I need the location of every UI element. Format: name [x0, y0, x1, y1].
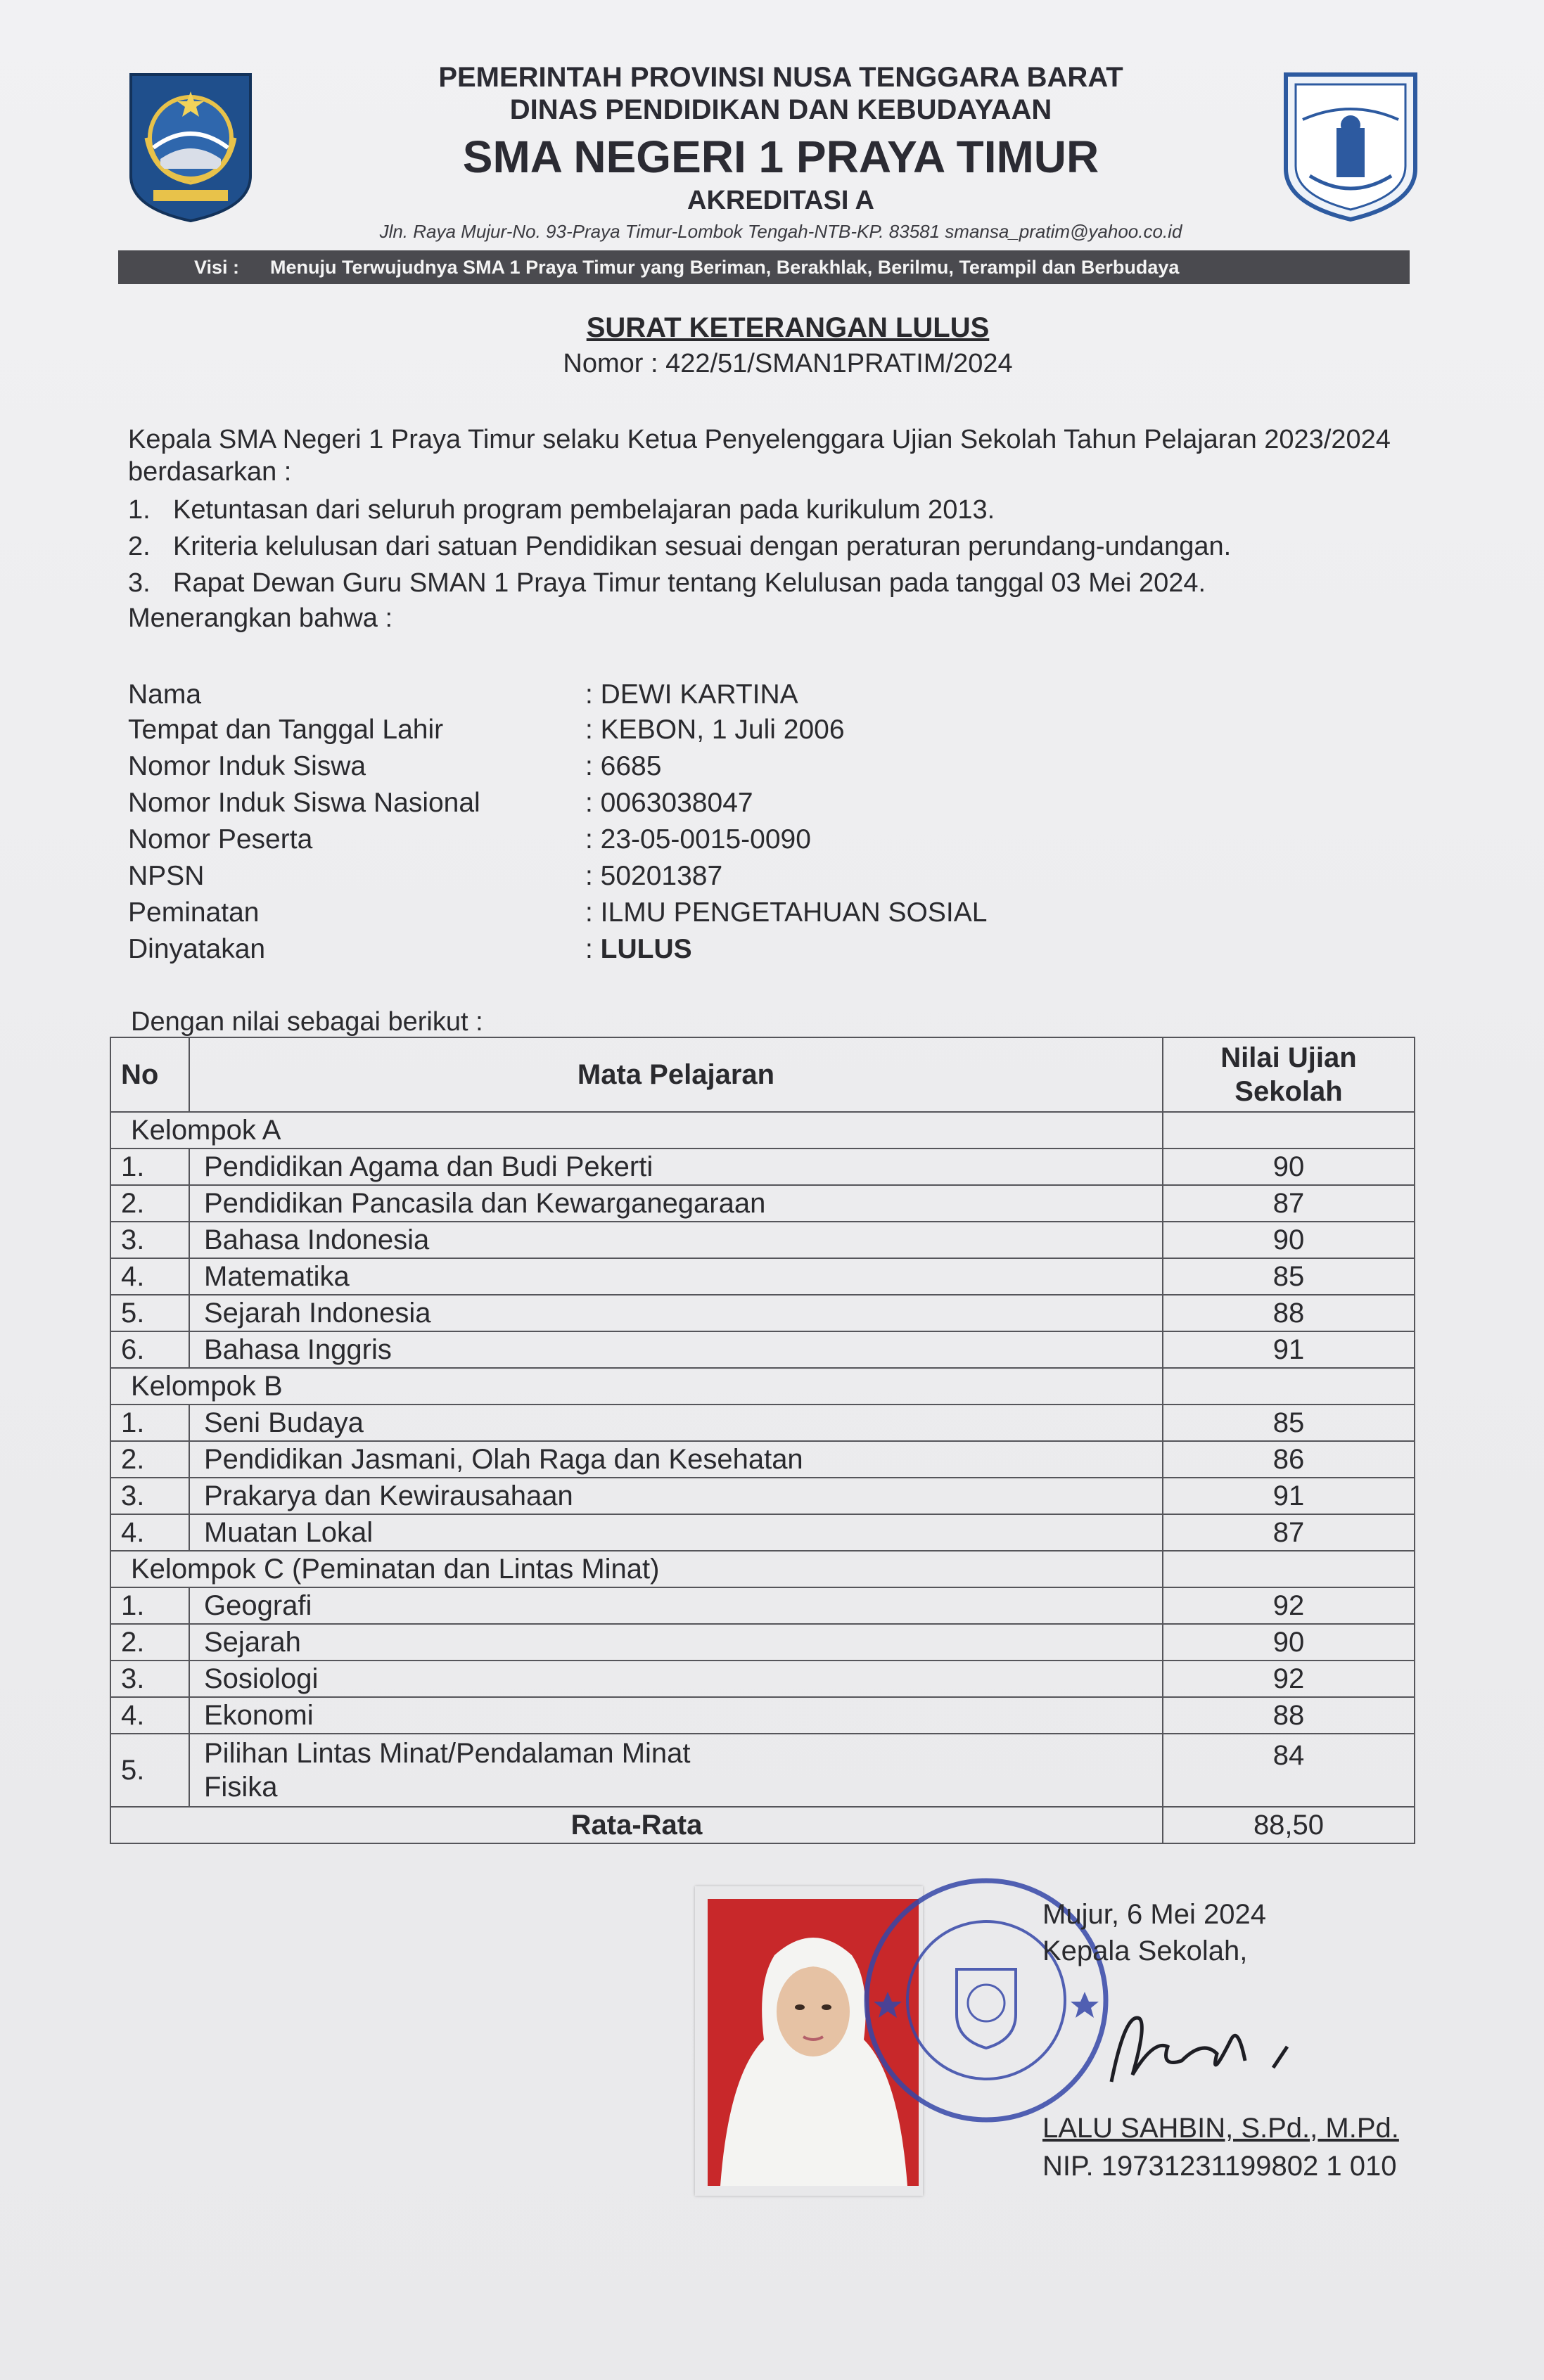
document-title: SURAT KETERANGAN LULUS: [586, 312, 990, 343]
basis-item: [128, 532, 1231, 562]
field-value: : 23-05-0015-0090: [585, 824, 811, 855]
basis-text: Ketuntasan dari seluruh program pembelajaran pada kurikulum 2013.: [173, 495, 995, 525]
field-value: : 50201387: [585, 861, 723, 891]
basis-number: 1.: [128, 495, 151, 525]
row-score: 91: [1163, 1478, 1415, 1514]
average-row: [110, 1807, 1415, 1843]
vision-label: Visi :: [194, 256, 240, 278]
vision-banner: [118, 250, 1410, 284]
student-nisn-row: [128, 788, 1465, 823]
header-government: PEMERINTAH PROVINSI NUSA TENGGARA BARAT: [438, 62, 1123, 93]
table-row: [110, 1295, 1415, 1331]
table-row: [110, 1624, 1415, 1661]
header-score: [1163, 1037, 1415, 1112]
row-score: 84: [1163, 1734, 1415, 1807]
basis-item: [128, 495, 995, 525]
row-score: 86: [1163, 1441, 1415, 1478]
table-row: [110, 1478, 1415, 1514]
row-subject: Sosiologi: [189, 1661, 1163, 1697]
row-no: 2.: [110, 1441, 189, 1478]
row-score: 85: [1163, 1405, 1415, 1441]
row-subject: Bahasa Indonesia: [189, 1222, 1163, 1258]
table-row: [110, 1222, 1415, 1258]
header-address: Jln. Raya Mujur-No. 93-Praya Timur-Lombok Tengah-NTB-KP. 83581 smansa_pratim@yahoo.co.id: [379, 221, 1182, 242]
header-score-line2: Sekolah: [1234, 1076, 1343, 1107]
field-value: : 6685: [585, 751, 662, 781]
province-emblem-logo: [125, 70, 256, 225]
header-no: No: [110, 1037, 189, 1112]
row-subject: Pendidikan Pancasila dan Kewarganegaraan: [189, 1185, 1163, 1222]
group-score-cell: [1163, 1112, 1415, 1149]
row-score: 87: [1163, 1185, 1415, 1222]
row-score: 90: [1163, 1149, 1415, 1185]
row-subject-line2: Fisika: [204, 1772, 278, 1803]
statement-text: Menerangkan bahwa :: [128, 603, 393, 633]
group-score-cell: [1163, 1551, 1415, 1587]
field-value: : ILMU PENGETAHUAN SOSIAL: [585, 897, 988, 928]
table-header-row: [110, 1037, 1415, 1112]
graduation-status: LULUS: [600, 934, 692, 964]
row-subject: Sejarah Indonesia: [189, 1295, 1163, 1331]
row-no: 4.: [110, 1258, 189, 1295]
header-subject: Mata Pelajaran: [189, 1037, 1163, 1112]
student-birth-row: [128, 715, 1465, 750]
row-subject: Pendidikan Jasmani, Olah Raga dan Kesehatan: [189, 1441, 1163, 1478]
field-label: Tempat dan Tanggal Lahir: [128, 715, 444, 745]
row-subject: Prakarya dan Kewirausahaan: [189, 1478, 1163, 1514]
header-accreditation: AKREDITASI A: [687, 186, 874, 215]
average-value: 88,50: [1163, 1807, 1415, 1843]
row-score: 91: [1163, 1331, 1415, 1368]
handwritten-signature: [1097, 1997, 1308, 2103]
row-score: 88: [1163, 1697, 1415, 1734]
row-score: 92: [1163, 1661, 1415, 1697]
group-name: Kelompok B: [110, 1368, 1163, 1405]
row-score: 90: [1163, 1624, 1415, 1661]
school-emblem-logo: [1282, 70, 1419, 224]
table-row: [110, 1587, 1415, 1624]
signature-place-date: Mujur, 6 Mei 2024: [1042, 1899, 1266, 1930]
table-row: [110, 1514, 1415, 1551]
basis-number: 3.: [128, 568, 151, 598]
group-score-cell: [1163, 1368, 1415, 1405]
table-row: [110, 1185, 1415, 1222]
row-subject: Matematika: [189, 1258, 1163, 1295]
row-no: 6.: [110, 1331, 189, 1368]
field-value: : KEBON, 1 Juli 2006: [585, 715, 845, 745]
group-name: Kelompok C (Peminatan dan Lintas Minat): [110, 1551, 1163, 1587]
field-label: Nama: [128, 679, 202, 710]
row-no: 1.: [110, 1405, 189, 1441]
field-value: : 0063038047: [585, 788, 753, 818]
row-subject: Geografi: [189, 1587, 1163, 1624]
row-no: 4.: [110, 1697, 189, 1734]
table-row: [110, 1405, 1415, 1441]
grades-table-wrapper: [110, 1037, 1415, 1844]
field-value: [585, 934, 692, 965]
student-major-row: [128, 897, 1465, 933]
field-label: Nomor Peserta: [128, 824, 313, 855]
header-department: DINAS PENDIDIKAN DAN KEBUDAYAAN: [509, 94, 1052, 125]
row-score: 92: [1163, 1587, 1415, 1624]
table-row: [110, 1331, 1415, 1368]
row-no: 3.: [110, 1222, 189, 1258]
group-row: [110, 1112, 1415, 1149]
field-label: Nomor Induk Siswa Nasional: [128, 788, 480, 818]
group-row: [110, 1551, 1415, 1587]
table-row: [110, 1734, 1415, 1807]
table-row: [110, 1149, 1415, 1185]
row-subject-line1: Pilihan Lintas Minat/Pendalaman Minat: [204, 1738, 691, 1769]
table-row: [110, 1697, 1415, 1734]
graduation-status-row: [128, 934, 1465, 969]
row-no: 2.: [110, 1185, 189, 1222]
intro-paragraph: Kepala SMA Negeri 1 Praya Timur selaku Ketua Penyelenggara Ujian Sekolah Tahun Pelajaran 2023/2024 berdasarkan :: [128, 425, 1391, 487]
student-exam-number-row: [128, 824, 1465, 859]
table-row: [110, 1258, 1415, 1295]
row-no: 3.: [110, 1478, 189, 1514]
value-prefix: :: [585, 934, 601, 964]
row-score: 90: [1163, 1222, 1415, 1258]
table-row: [110, 1661, 1415, 1697]
grades-intro: Dengan nilai sebagai berikut :: [131, 1007, 483, 1037]
row-no: 1.: [110, 1149, 189, 1185]
field-label: Dinyatakan: [128, 934, 266, 964]
row-subject: Ekonomi: [189, 1697, 1163, 1734]
row-subject: Bahasa Inggris: [189, 1331, 1163, 1368]
field-value: : DEWI KARTINA: [585, 679, 798, 710]
principal-nip: NIP. 19731231199802 1 010: [1042, 2151, 1397, 2182]
row-score: 85: [1163, 1258, 1415, 1295]
row-no: 5.: [110, 1734, 189, 1807]
row-no: 3.: [110, 1661, 189, 1697]
row-subject: Seni Budaya: [189, 1405, 1163, 1441]
header-school-name: SMA NEGERI 1 PRAYA TIMUR: [462, 132, 1099, 182]
group-name: Kelompok A: [110, 1112, 1163, 1149]
basis-number: 2.: [128, 532, 151, 561]
row-subject: [189, 1734, 1163, 1807]
row-no: 2.: [110, 1624, 189, 1661]
row-subject: Muatan Lokal: [189, 1514, 1163, 1551]
row-no: 4.: [110, 1514, 189, 1551]
school-npsn-row: [128, 861, 1465, 896]
row-score: 87: [1163, 1514, 1415, 1551]
field-label: Peminatan: [128, 897, 260, 928]
principal-name: LALU SAHBIN, S.Pd., M.Pd.: [1042, 2113, 1399, 2144]
average-label: Rata-Rata: [110, 1807, 1163, 1843]
signature-role: Kepala Sekolah,: [1042, 1936, 1248, 1966]
row-subject: Pendidikan Agama dan Budi Pekerti: [189, 1149, 1163, 1185]
document-number: Nomor : 422/51/SMAN1PRATIM/2024: [563, 349, 1013, 378]
student-nis-row: [128, 751, 1465, 786]
group-row: [110, 1368, 1415, 1405]
field-label: Nomor Induk Siswa: [128, 751, 366, 781]
basis-text: Rapat Dewan Guru SMAN 1 Praya Timur tentang Kelulusan pada tanggal 03 Mei 2024.: [173, 568, 1206, 598]
grades-table: [110, 1037, 1415, 1844]
basis-text: Kriteria kelulusan dari satuan Pendidikan sesuai dengan peraturan perundang-undangan.: [173, 532, 1232, 561]
basis-item: [128, 568, 1206, 599]
row-score: 88: [1163, 1295, 1415, 1331]
field-label: NPSN: [128, 861, 205, 891]
student-name-row: [128, 679, 1465, 715]
row-subject: Sejarah: [189, 1624, 1163, 1661]
row-no: 5.: [110, 1295, 189, 1331]
vision-text: Menuju Terwujudnya SMA 1 Praya Timur yang Beriman, Berakhlak, Berilmu, Terampil dan Berbudaya: [270, 256, 1180, 278]
header-score-line1: Nilai Ujian: [1220, 1042, 1357, 1073]
table-row: [110, 1441, 1415, 1478]
row-no: 1.: [110, 1587, 189, 1624]
